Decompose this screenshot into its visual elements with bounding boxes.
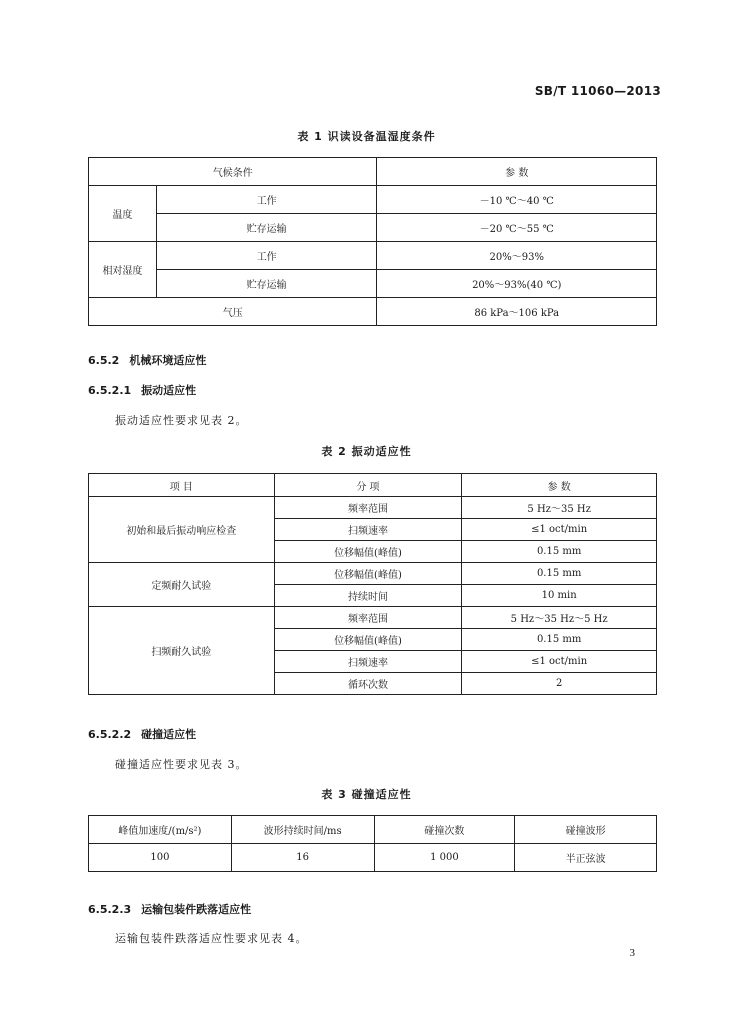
section-title: 运输包装件跌落适应性 <box>141 903 252 916</box>
section-title: 碰撞适应性 <box>141 728 197 741</box>
table3-value: 半正弦波 <box>515 844 657 872</box>
table2-value: 5 Hz～35 Hz <box>462 497 657 519</box>
table2-group: 定频耐久试验 <box>89 563 275 607</box>
paragraph-collision: 碰撞适应性要求见表 3。 <box>115 758 248 771</box>
paragraph-vibration: 振动适应性要求见表 2。 <box>115 414 248 427</box>
table2-sub: 位移幅值(峰值) <box>274 563 462 585</box>
table2-sub: 持续时间 <box>274 585 462 607</box>
table2-value: 0.15 mm <box>462 629 657 651</box>
section-6-5-2 <box>88 352 206 368</box>
table2-value: 10 min <box>462 585 657 607</box>
table2-value: ≤1 oct/min <box>462 519 657 541</box>
table1-group-temperature: 温度 <box>89 186 157 242</box>
section-number: 6.5.2.2 <box>88 728 132 741</box>
table3-header: 碰撞次数 <box>374 816 515 844</box>
table1-value: －20 ℃～55 ℃ <box>377 214 657 242</box>
section-title: 振动适应性 <box>141 384 197 397</box>
section-number: 6.5.2.1 <box>88 384 132 397</box>
table2-caption: 表 2 振动适应性 <box>321 445 412 458</box>
table2-value: 2 <box>462 673 657 695</box>
table1-sub: 工作 <box>156 242 377 270</box>
table3-header: 碰撞波形 <box>515 816 657 844</box>
table2-sub: 扫频速率 <box>274 651 462 673</box>
table2-sub: 位移幅值(峰值) <box>274 541 462 563</box>
table2-group: 扫频耐久试验 <box>89 607 275 695</box>
table1-header-conditions: 气候条件 <box>89 158 377 186</box>
section-6-5-2-1 <box>88 382 196 398</box>
table3 <box>88 815 657 872</box>
table1-sub: 贮存运输 <box>156 214 377 242</box>
standard-number: SB/T 11060—2013 <box>534 84 661 98</box>
table3-header: 波形持续时间/ms <box>231 816 374 844</box>
table1-value: －10 ℃～40 ℃ <box>377 186 657 214</box>
table2-value: 5 Hz～35 Hz～5 Hz <box>462 607 657 629</box>
table1-caption: 表 1 识读设备温湿度条件 <box>297 130 436 143</box>
table1-value: 20%～93% <box>377 242 657 270</box>
table1-sub: 工作 <box>156 186 377 214</box>
table1-group-humidity: 相对湿度 <box>89 242 157 298</box>
section-6-5-2-3 <box>88 901 251 917</box>
table3-value: 1 000 <box>374 844 515 872</box>
section-title: 机械环境适应性 <box>129 354 207 367</box>
table2-header-item: 项 目 <box>89 474 275 497</box>
table2-value: ≤1 oct/min <box>462 651 657 673</box>
table2-sub: 频率范围 <box>274 607 462 629</box>
table1-header-params: 参 数 <box>377 158 657 186</box>
table2-header-subitem: 分 项 <box>274 474 462 497</box>
table3-value: 16 <box>231 844 374 872</box>
table2-value: 0.15 mm <box>462 563 657 585</box>
table2-header-params: 参 数 <box>462 474 657 497</box>
table1-value: 86 kPa～106 kPa <box>377 298 657 326</box>
table2-sub: 循环次数 <box>274 673 462 695</box>
table1-value: 20%～93%(40 ℃) <box>377 270 657 298</box>
table3-header: 峰值加速度/(m/s²) <box>89 816 232 844</box>
table2-sub: 位移幅值(峰值) <box>274 629 462 651</box>
paragraph-drop: 运输包装件跌落适应性要求见表 4。 <box>115 932 308 945</box>
table1-group-pressure: 气压 <box>89 298 377 326</box>
table1-sub: 贮存运输 <box>156 270 377 298</box>
table3-value: 100 <box>89 844 232 872</box>
table2-sub: 频率范围 <box>274 497 462 519</box>
table2-group: 初始和最后振动响应检查 <box>89 497 275 563</box>
table2-value: 0.15 mm <box>462 541 657 563</box>
section-6-5-2-2 <box>88 726 196 742</box>
page-number: 3 <box>629 947 635 959</box>
table2 <box>88 473 657 695</box>
table2-sub: 扫频速率 <box>274 519 462 541</box>
section-number: 6.5.2.3 <box>88 903 132 916</box>
section-number: 6.5.2 <box>88 354 120 367</box>
table3-caption: 表 3 碰撞适应性 <box>321 788 412 801</box>
table1 <box>88 157 657 326</box>
